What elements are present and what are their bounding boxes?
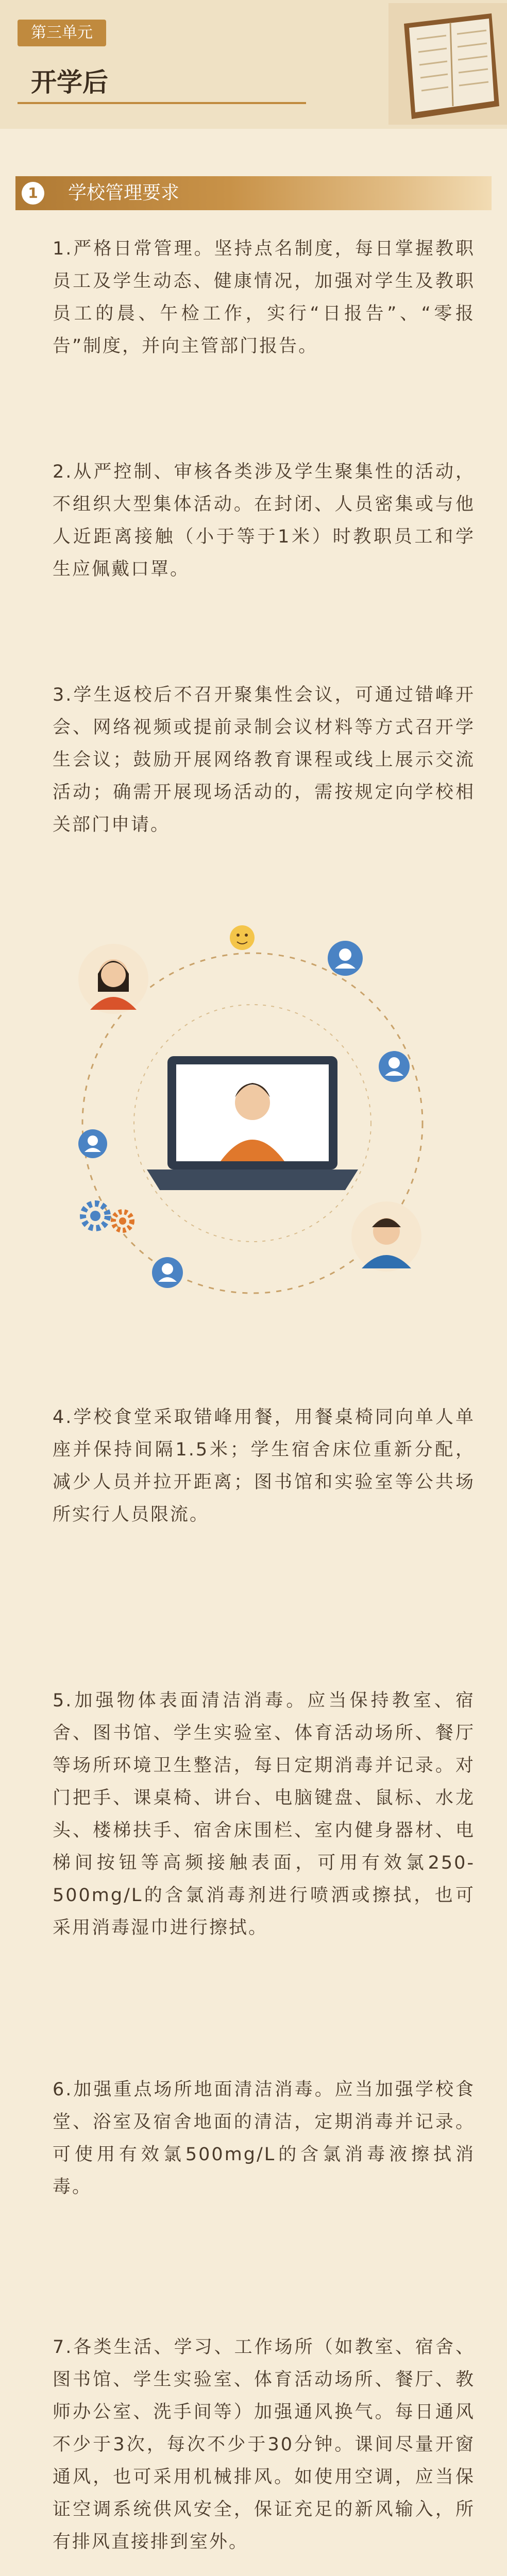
avatar-icon bbox=[78, 1129, 107, 1158]
gear-icon bbox=[83, 1204, 132, 1230]
section-header bbox=[15, 176, 492, 210]
avatar-icon bbox=[152, 1257, 183, 1288]
laptop-icon bbox=[147, 1056, 358, 1190]
paragraph-1: 1.严格日常管理。坚持点名制度，每日掌握教职员工及学生动态、健康情况，加强对学生及教职员工的晨、午检工作，实行“日报告”、“零报告”制度，并向主管部门报告。 bbox=[53, 239, 475, 357]
unit-label: 第三单元 bbox=[18, 20, 106, 46]
paragraph-3: 3.学生返校后不召开聚集性会议，可通过错峰开会、网络视频或提前录制会议材料等方式召开学生会议；鼓励开展网络教育课程或线上展示交流活动；确需开展现场活动的，需按规定向学校相关部门申请。 bbox=[53, 685, 475, 835]
page-title: 开学后 bbox=[31, 67, 108, 97]
paragraph-7: 7.各类生活、学习、工作场所（如教室、宿舍、图书馆、学生实验室、体育活动场所、餐厅、教师办公室、洗手间等）加强通风换气。每日通风不少于3次，每次不少于30分钟。课间尽量开窗通风，也可采用机械排风。如使用空调，应当保证空调系统供风安全，保证充足的新风输入，所有排风直接排到室外。 bbox=[53, 2337, 475, 2552]
paragraph-5: 5.加强物体表面清洁消毒。应当保持教室、宿舍、图书馆、学生实验室、体育活动场所、餐厅等场所环境卫生整洁，每日定期消毒并记录。对门把手、课桌椅、讲台、电脑键盘、鼠标、水龙头、楼梯扶手、宿舍床围栏、室内健身器材、电梯间按钮等高频接触表面，可用有效氯250-500mg/L的含氯消毒剂进行喷洒或擦拭，也可采用消毒湿巾进行擦拭。 bbox=[53, 1690, 475, 1938]
paragraph-4: 4.学校食堂采取错峰用餐，用餐桌椅同向单人单座并保持间隔1.5米；学生宿舍床位重新分配，减少人员并拉开距离；图书馆和实验室等公共场所实行人员限流。 bbox=[53, 1407, 475, 1525]
avatar-icon bbox=[379, 1051, 410, 1082]
avatar-icon bbox=[351, 1201, 421, 1272]
online-meeting-illustration bbox=[57, 902, 448, 1345]
avatar-icon bbox=[78, 944, 148, 1014]
header bbox=[0, 0, 507, 129]
book-icon bbox=[388, 3, 507, 125]
emoji-icon bbox=[230, 925, 255, 950]
title-underline bbox=[18, 102, 306, 104]
paragraph-2: 2.从严控制、审核各类涉及学生聚集性的活动，不组织大型集体活动。在封闭、人员密集或与他人近距离接触（小于等于1米）时教职员工和学生应佩戴口罩。 bbox=[53, 462, 475, 580]
section-title: 学校管理要求 bbox=[68, 182, 180, 204]
paragraph-6: 6.加强重点场所地面清洁消毒。应当加强学校食堂、浴室及宿舍地面的清洁，定期消毒并记录。可使用有效氯500mg/L的含氯消毒液擦拭消毒。 bbox=[53, 2079, 475, 2197]
section-number: 1 bbox=[22, 182, 44, 205]
avatar-icon bbox=[328, 941, 363, 976]
